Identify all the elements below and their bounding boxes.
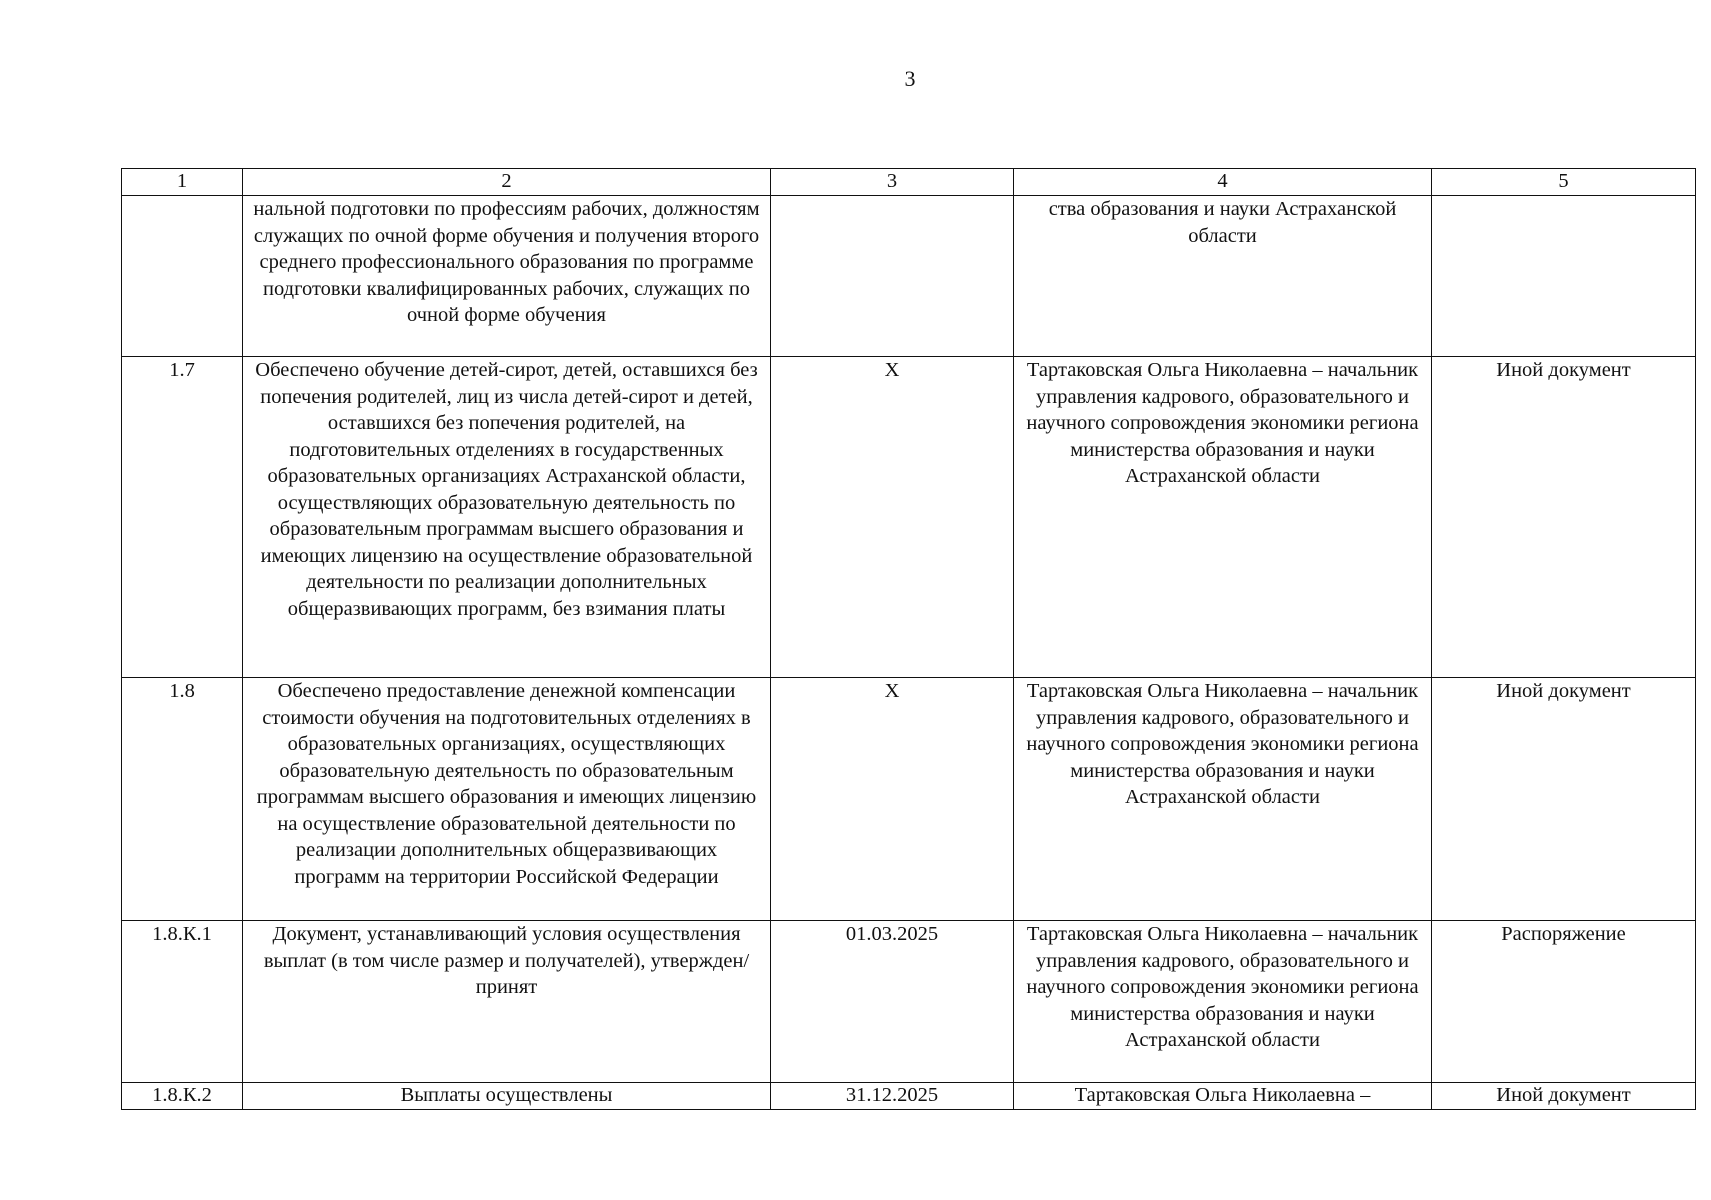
row-number-cell: 1.8 (122, 678, 243, 921)
row-number-cell: 1.8.К.2 (122, 1083, 243, 1110)
responsible-person-cell: Тартаковская Ольга Николаевна – (1014, 1083, 1432, 1110)
table-row (122, 921, 1696, 1083)
column-header-5: 5 (1432, 169, 1696, 196)
document-type-cell: Иной документ (1432, 357, 1696, 678)
deadline-cell (771, 196, 1014, 357)
document-type-cell: Распоряжение (1432, 921, 1696, 1083)
responsible-person-cell: ства образования и науки Астраханской области (1014, 196, 1432, 357)
table-row (122, 196, 1696, 357)
column-header-1: 1 (122, 169, 243, 196)
result-description-cell: Документ, устанавливающий условия осуществления выплат (в том числе размер и получателей), утвержден/принят (243, 921, 771, 1083)
responsible-person-cell: Тартаковская Ольга Николаевна – начальник управления кадрового, образовательного и научного сопровождения экономики региона министерства образования и науки Астраханской области (1014, 678, 1432, 921)
responsible-person-cell: Тартаковская Ольга Николаевна – начальник управления кадрового, образовательного и научного сопровождения экономики региона министерства образования и науки Астраханской области (1014, 357, 1432, 678)
deadline-cell: X (771, 678, 1014, 921)
table-header-row (122, 169, 1696, 196)
document-type-cell (1432, 196, 1696, 357)
column-header-3: 3 (771, 169, 1014, 196)
row-number-cell: 1.7 (122, 357, 243, 678)
result-description-cell: нальной подготовки по профессиям рабочих, должностям служащих по очной форме обучения и получения второго среднего профессионального образования по программе подготовки квалифицированных рабочих, служащих по очной форме обучения (243, 196, 771, 357)
column-header-2: 2 (243, 169, 771, 196)
result-description-cell: Обеспечено предоставление денежной компенсации стоимости обучения на подготовительных отделениях в образовательных организациях, осуществляющих образовательную деятельность по образовательным программам высшего образования и имеющих лицензию на осуществление образовательной деятельности по реализации дополнительных общеразвивающих программ на территории Российской Федерации (243, 678, 771, 921)
row-number-cell: 1.8.К.1 (122, 921, 243, 1083)
document-type-cell: Иной документ (1432, 678, 1696, 921)
table-row (122, 678, 1696, 921)
result-description-cell: Обеспечено обучение детей-сирот, детей, оставшихся без попечения родителей, лиц из числа детей-сирот и детей, оставшихся без попечения родителей, на подготовительных отделениях в государственных образовательных организациях Астраханской области, осуществляющих образовательную деятельность по образовательным программам высшего образования и имеющих лицензию на осуществление образовательной деятельности по реализации дополнительных общеразвивающих программ, без взимания платы (243, 357, 771, 678)
table-row (122, 357, 1696, 678)
result-description-cell: Выплаты осуществлены (243, 1083, 771, 1110)
page-number: 3 (904, 66, 916, 91)
responsible-person-cell: Тартаковская Ольга Николаевна – начальник управления кадрового, образовательного и научного сопровождения экономики региона министерства образования и науки Астраханской области (1014, 921, 1432, 1083)
document-type-cell: Иной документ (1432, 1083, 1696, 1110)
deadline-cell: X (771, 357, 1014, 678)
table-row (122, 1083, 1696, 1110)
row-number-cell (122, 196, 243, 357)
deadline-cell: 01.03.2025 (771, 921, 1014, 1083)
deadline-cell: 31.12.2025 (771, 1083, 1014, 1110)
column-header-4: 4 (1014, 169, 1432, 196)
plan-table (121, 168, 1696, 1110)
